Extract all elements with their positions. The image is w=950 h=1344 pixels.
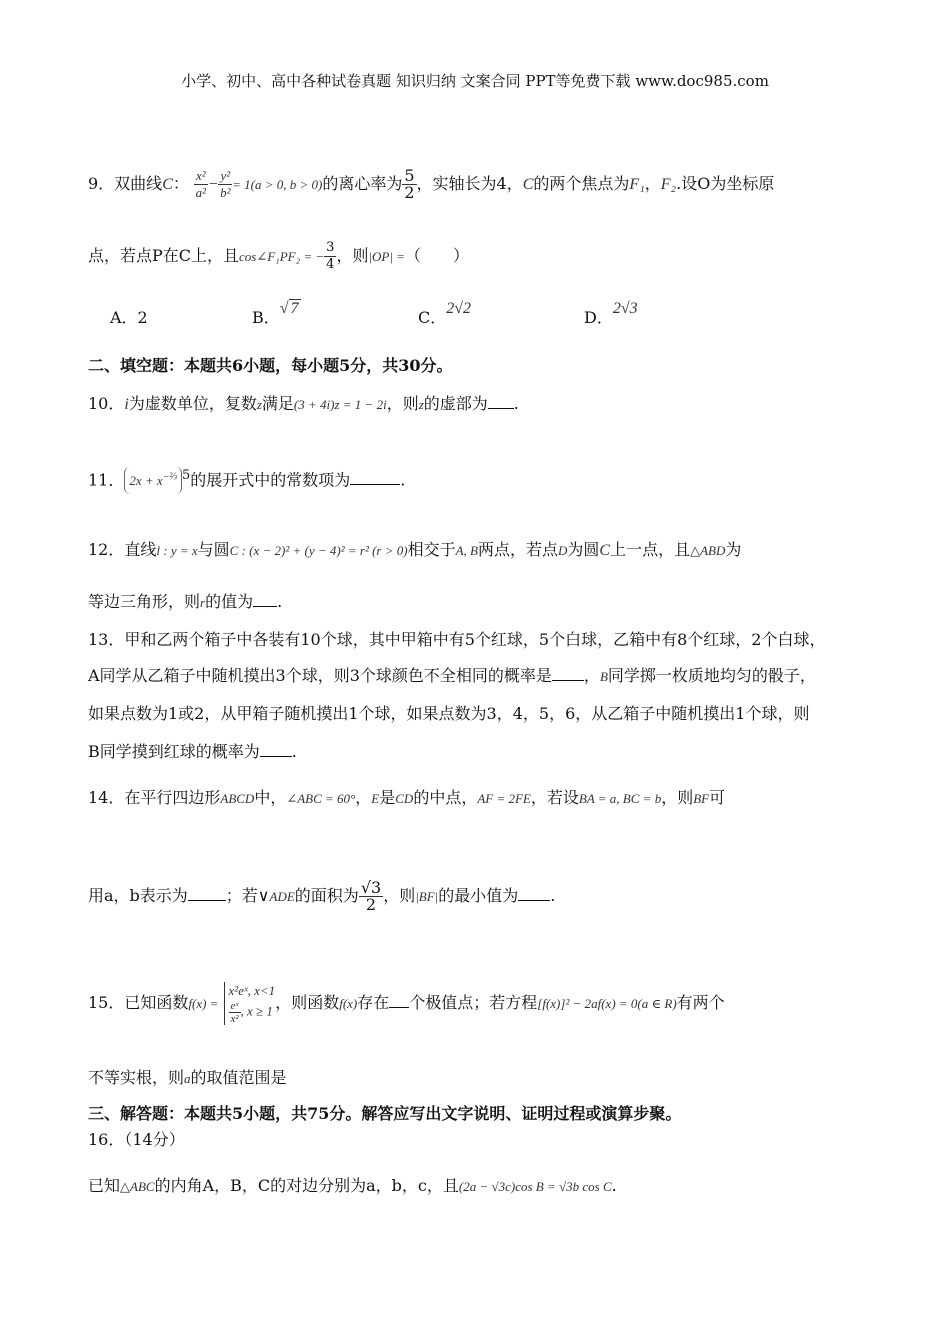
answer-blank[interactable] (350, 470, 400, 485)
answer-blank[interactable] (552, 666, 584, 681)
question-10: 10．i为虚数单位，复数z满足(3 + 4i)z = 1 − 2i，则z的虚部为 . (88, 394, 519, 413)
question-15-line2: 不等实根，则a的取值范围是 (88, 1068, 287, 1087)
question-13-line3: 如果点数为1或2，从甲箱子随机摸出1个球，如果点数为3，4，5，6，从乙箱子中随机摸出1个球，则 (88, 704, 810, 723)
option-a[interactable]: A．2 (110, 308, 148, 327)
question-14-line2: 用a，b表示为 ；若∨ADE的面积为 $\frac{√3}{2}$ ，则|BF|的最小值为 . (88, 878, 556, 914)
option-d[interactable]: D．2√3 (584, 300, 638, 327)
page-header: 小学、初中、高中各种试卷真题 知识归纳 文案合同 PPT等免费下载 www.doc985.com (181, 72, 769, 90)
option-c[interactable]: C．2√2 (418, 300, 472, 327)
answer-blank[interactable] (488, 394, 514, 409)
section-3-heading: 三、解答题：本题共5小题，共75分。解答应写出文字说明、证明过程或演算步聚。 (88, 1104, 682, 1123)
cos-fraction: $\frac{3}{4}$ (326, 240, 335, 272)
answer-blank[interactable] (518, 886, 550, 901)
fraction-x2-a2: $\frac{\text{x²}}{\text{a²}}$ (195, 168, 206, 200)
question-12-line2: 等边三角形，则r的值为 . (88, 592, 283, 611)
answer-blank[interactable] (260, 742, 292, 757)
question-15-line1: 15．已知函数f(x) = x²eˣ, x<1 $\frac{\text{eˣ}}{\text{x²}}$ , x ≥ 1 ，则函数f(x)存在 个极值点；若方程[f(x)]² − 2af(x) = 0(a ∈ R)有两个 (88, 983, 725, 1025)
question-9-line2: 点，若点P在C上，且cos∠F₁PF₂ = − $\frac{3}{4}$ ，则|OP| =（ ） (88, 240, 469, 272)
answer-blank[interactable] (389, 993, 409, 1008)
question-13-line1: 13．甲和乙两个箱子中各装有10个球，其中甲箱中有5个红球，5个白球，乙箱中有8个红球，2个白球， (88, 630, 826, 649)
question-16-body: 已知△ABC的内角A，B，C的对边分别为a，b，c，且(2a − √3c)cos B = √3b cos C. (88, 1176, 617, 1195)
option-b[interactable]: B．√ 7 (252, 300, 299, 327)
piecewise-function: x²eˣ, x<1 $\frac{\text{eˣ}}{\text{x²}}$ , x ≥ 1 (224, 982, 276, 1025)
area-fraction: $\frac{√3}{2}$ (360, 878, 382, 914)
question-9-line1: 9．双曲线C： $\frac{\text{x²}}{\text{a²}}$ − $\frac{\text{y²}}{\text{b²}}$ = 1(a > 0, b > 0)的离心率为 $\frac{5}{2}$ ，实轴长为4，C的两个焦点为F₁，F₂.设O为坐标原 (88, 166, 775, 202)
question-11: 11． $2x + x^{-\frac{2}{3}}$ $^5$的展开式中的常数项为 . (88, 464, 405, 493)
fraction-y2-b2: $\frac{\text{y²}}{\text{b²}}$ (220, 168, 231, 200)
answer-blank[interactable] (253, 592, 277, 607)
question-13-line4: B同学摸到红球的概率为 . (88, 742, 297, 761)
question-16-title: 16．（14分） (88, 1130, 185, 1149)
question-14-line1: 14．在平行四边形ABCD中，∠ABC = 60°，E是CD的中点，AF = 2FE，若设BA = a, BC = b，则BF可 (88, 788, 726, 807)
question-12-line1: 12．直线l : y = x与圆C : (x − 2)² + (y − 4)² = r² (r > 0)相交于A, B两点，若点D为圆C上一点，且△ABD为 (88, 540, 742, 559)
answer-blank[interactable] (188, 886, 226, 901)
section-2-heading: 二、填空题：本题共6小题，每小题5分，共30分。 (88, 356, 453, 375)
eccentricity-fraction: $\frac{5}{2}$ (404, 166, 415, 202)
question-13-line2: A同学从乙箱子中随机摸出3个球，则3个球颜色不全相同的概率是 ，B同学掷一枚质地均匀的骰子， (88, 666, 816, 685)
